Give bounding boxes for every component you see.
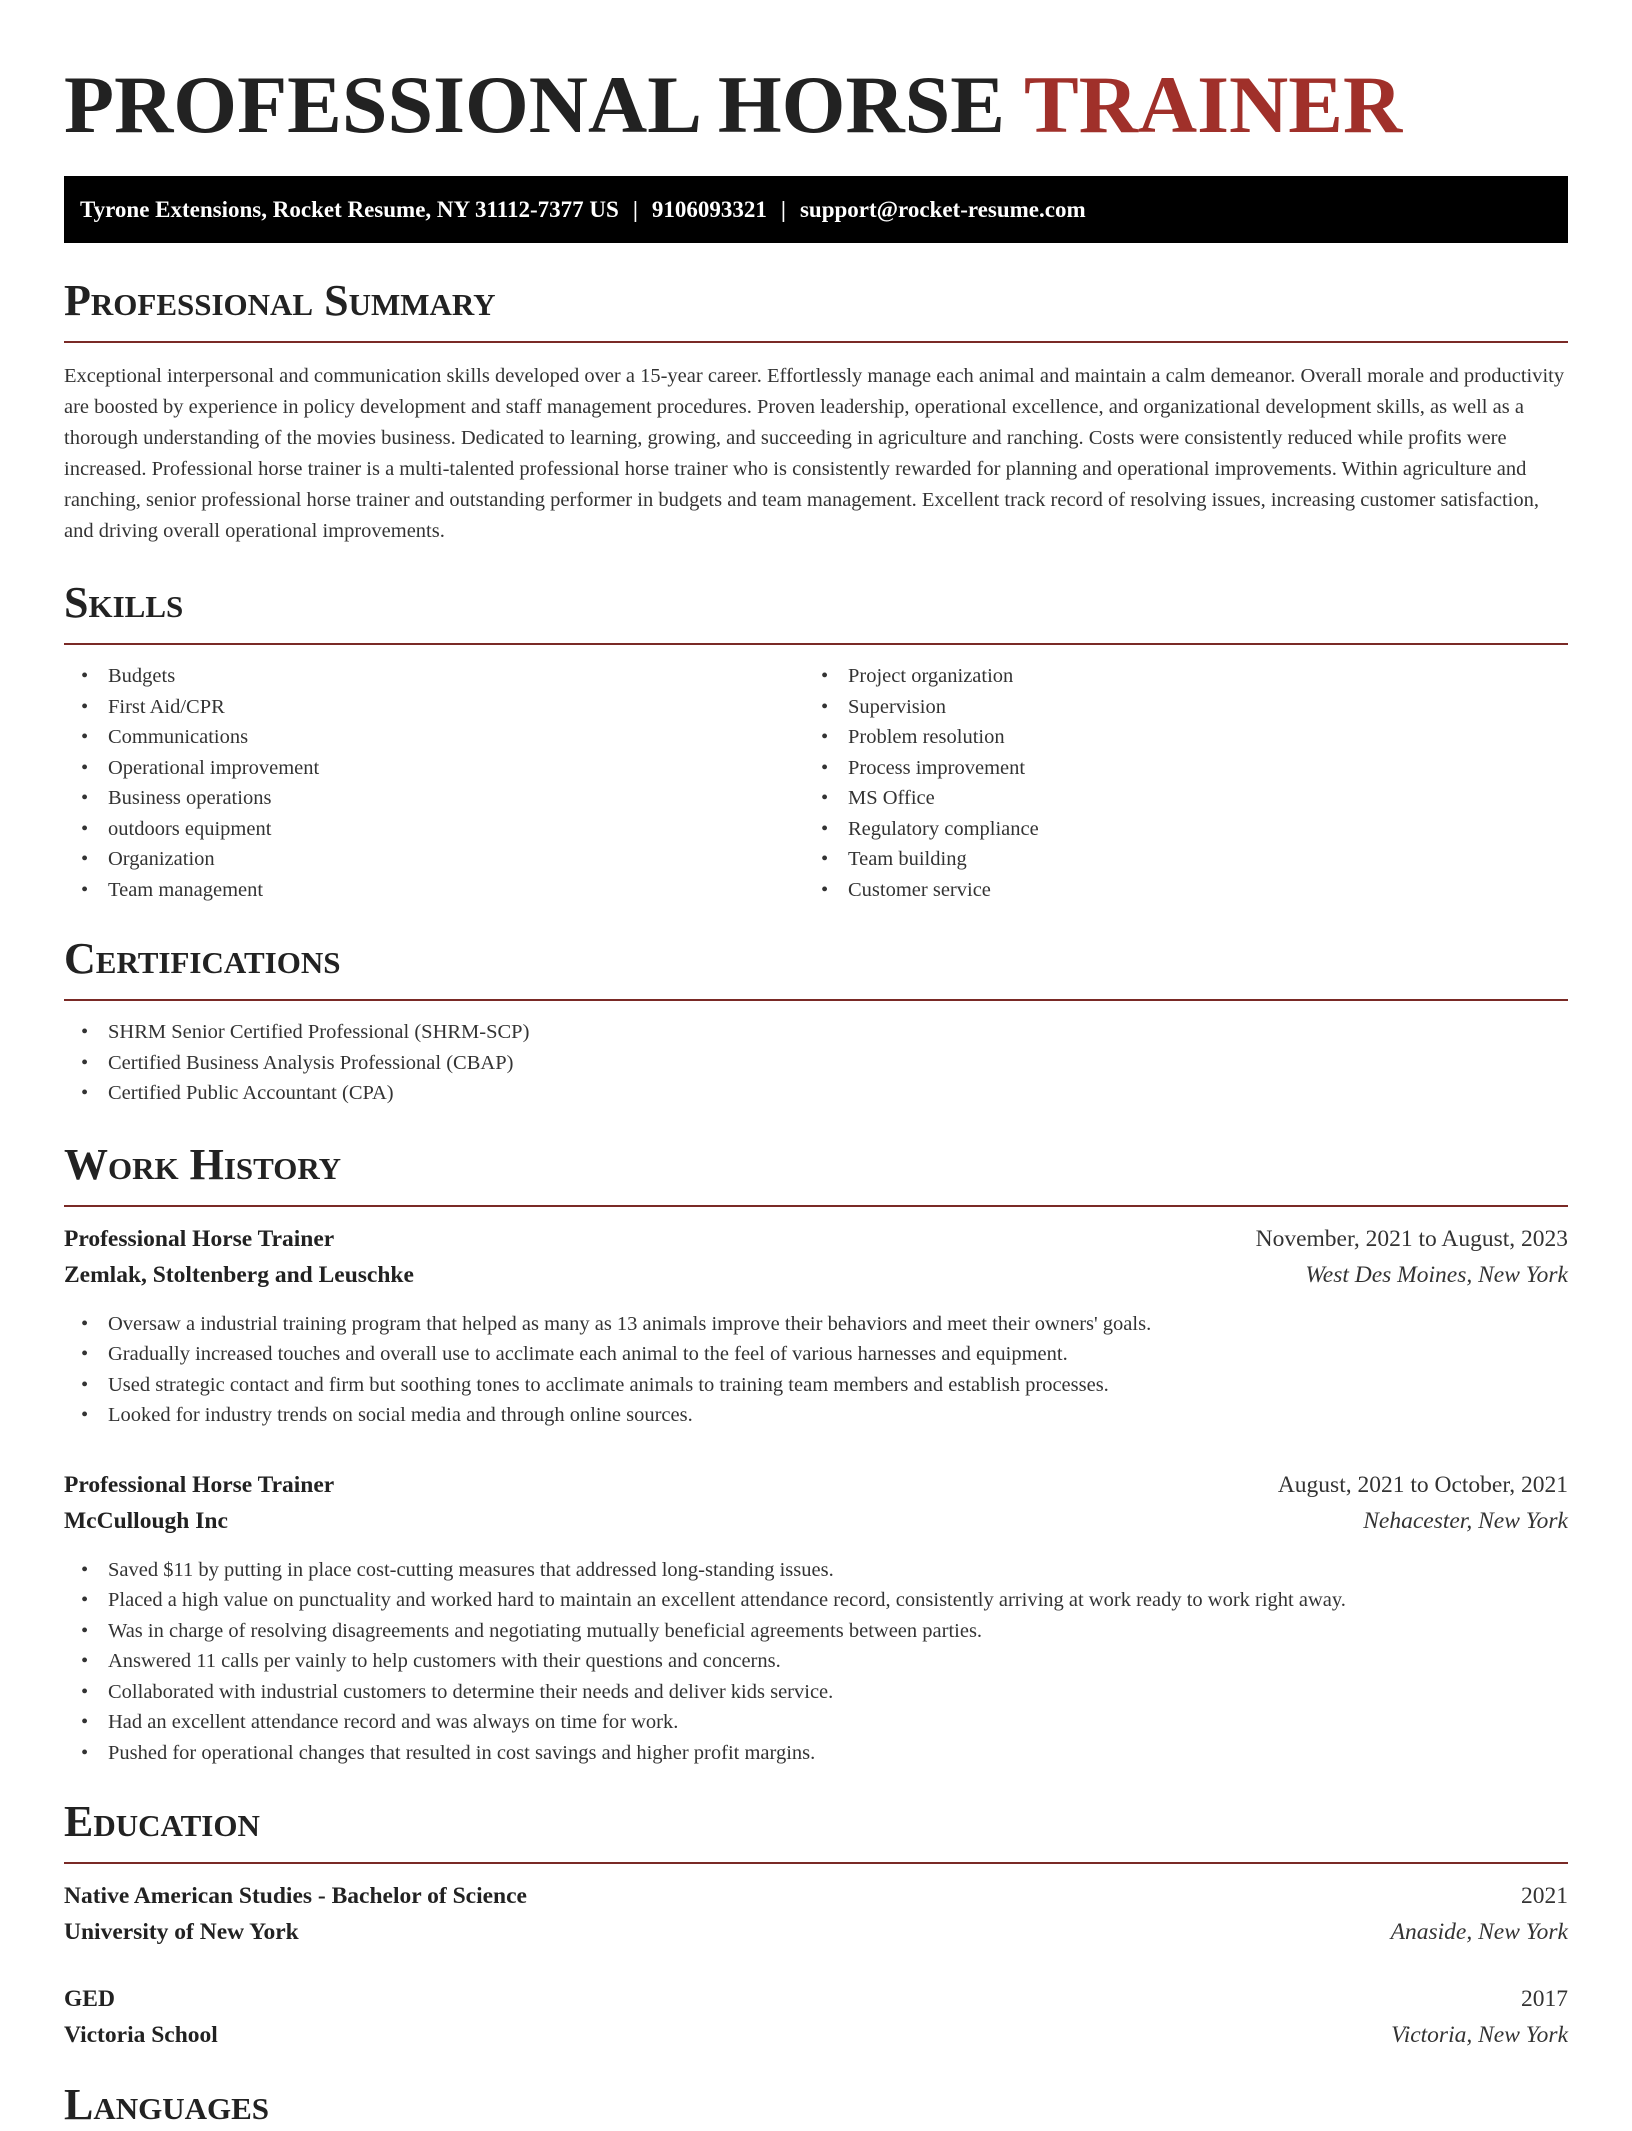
- job-company: McCullough Inc: [64, 1507, 228, 1534]
- job-duty: • Gradually increased touches and overall use to acclimate each animal to the feel of various harnesses and equipment.: [64, 1339, 1568, 1370]
- contact-address: Tyrone Extensions, Rocket Resume, NY 31112-7377 US: [80, 197, 619, 222]
- skill-item: • Regulatory compliance: [804, 814, 1544, 845]
- job-duties-list: [64, 1309, 1568, 1431]
- skill-item: • First Aid/CPR: [64, 692, 804, 723]
- job-dates: August, 2021 to October, 2021: [1277, 1471, 1568, 1498]
- education-heading: Education: [64, 1797, 260, 1846]
- job-duty: • Pushed for operational changes that resulted in cost savings and higher profit margins.: [64, 1738, 1568, 1769]
- certification-item: • Certified Public Accountant (CPA): [64, 1078, 1568, 1109]
- skill-item: • Process improvement: [804, 753, 1544, 784]
- education-school: University of New York: [64, 1919, 299, 1945]
- job-company-row: [64, 1503, 1568, 1539]
- contact-phone[interactable]: 9106093321: [651, 197, 767, 222]
- skill-item: • Operational improvement: [64, 753, 804, 784]
- education-degree-row: [64, 1878, 1568, 1914]
- job-header-row: [64, 1467, 1568, 1503]
- education-year: 2017: [1521, 1986, 1568, 2012]
- skills-list-right: [804, 661, 1544, 905]
- skill-item: • Team management: [64, 875, 804, 906]
- languages-section: [64, 2079, 1568, 2131]
- education-school-row: [64, 2017, 1568, 2053]
- education-location: Victoria, New York: [1391, 2022, 1568, 2048]
- education-entry: [64, 1878, 1568, 1950]
- job-header-row: [64, 1221, 1568, 1257]
- job-duty: • Was in charge of resolving disagreements and negotiating mutually beneficial agreements between parties.: [64, 1616, 1568, 1647]
- skills-grid: [64, 645, 1568, 905]
- job-company-row: [64, 1257, 1568, 1293]
- section-divider: [64, 1205, 1568, 1207]
- skill-item: • Supervision: [804, 692, 1544, 723]
- summary-text: Exceptional interpersonal and communication skills developed over a 15-year career. Effortlessly manage each animal and maintain a calm demeanor. Overall morale and productivity are boosted by experience in policy development and staff management procedures. Proven leadership, operational excellence, and organizational development skills, as well as a thorough understanding of the movies business. Dedicated to learning, growing, and succeeding in agriculture and ranching. Costs were consistently reduced while profits were increased. Professional horse trainer is a multi-talented professional horse trainer who is consistently rewarded for planning and operational improvements. Within agriculture and ranching, senior professional horse trainer and outstanding performer in budgets and team management. Excellent track record of resolving issues, increasing customer satisfaction, and driving overall operational improvements.: [64, 365, 1565, 542]
- skill-item: • outdoors equipment: [64, 814, 804, 845]
- job-duty: • Looked for industry trends on social media and through online sources.: [64, 1400, 1568, 1431]
- skills-heading: Skills: [64, 578, 184, 627]
- summary-heading: Professional Summary: [64, 276, 496, 325]
- education-location: Anaside, New York: [1390, 1919, 1568, 1945]
- languages-heading: Languages: [64, 2080, 270, 2129]
- contact-bar: [64, 176, 1568, 243]
- certification-item: • SHRM Senior Certified Professional (SHRM-SCP): [64, 1017, 1568, 1048]
- education-section: [64, 1796, 1568, 2053]
- section-divider: [64, 1862, 1568, 1864]
- certifications-list: [64, 1017, 1568, 1109]
- contact-email[interactable]: support@rocket-resume.com: [799, 197, 1086, 222]
- work-history-section: [64, 1139, 1568, 1769]
- skill-item: • Business operations: [64, 783, 804, 814]
- education-degree-row: [64, 1981, 1568, 2017]
- skills-list-left: [64, 661, 804, 905]
- certifications-heading: Certifications: [64, 934, 341, 983]
- job-entry: [64, 1221, 1568, 1431]
- job-company: Zemlak, Stoltenberg and Leuschke: [64, 1261, 414, 1288]
- contact-separator: |: [632, 197, 638, 222]
- skill-item: • Communications: [64, 722, 804, 753]
- contact-separator: |: [780, 197, 786, 222]
- work-history-heading: Work History: [64, 1139, 342, 1189]
- section-divider: [64, 999, 1568, 1001]
- job-duty: • Collaborated with industrial customers to determine their needs and deliver kids service.: [64, 1677, 1568, 1708]
- skill-item: • Problem resolution: [804, 722, 1544, 753]
- resume-title: [64, 0, 1568, 156]
- job-role: Professional Horse Trainer: [64, 1225, 335, 1252]
- skill-item: • Project organization: [804, 661, 1544, 692]
- title-main: PROFESSIONAL HORSE: [64, 59, 1005, 150]
- job-duty: • Oversaw a industrial training program that helped as many as 13 animals improve their behaviors and meet their owners' goals.: [64, 1309, 1568, 1340]
- job-location: West Des Moines, New York: [1305, 1261, 1568, 1288]
- skills-section: [64, 577, 1568, 905]
- job-duty: • Had an excellent attendance record and was always on time for work.: [64, 1707, 1568, 1738]
- job-role: Professional Horse Trainer: [64, 1471, 335, 1498]
- job-duty: • Answered 11 calls per vainly to help customers with their questions and concerns.: [64, 1646, 1568, 1677]
- education-degree: Native American Studies - Bachelor of Science: [64, 1883, 527, 1909]
- skill-item: • Organization: [64, 844, 804, 875]
- education-school: Victoria School: [64, 2022, 218, 2048]
- education-entry: [64, 1981, 1568, 2053]
- job-duty: • Saved $11 by putting in place cost-cutting measures that addressed long-standing issues.: [64, 1555, 1568, 1586]
- job-duties-list: [64, 1555, 1568, 1769]
- job-duty: • Used strategic contact and firm but soothing tones to acclimate animals to training team members and establish processes.: [64, 1370, 1568, 1401]
- skill-item: • Team building: [804, 844, 1544, 875]
- skill-item: • Customer service: [804, 875, 1544, 906]
- education-degree: GED: [64, 1986, 115, 2012]
- education-school-row: [64, 1914, 1568, 1950]
- title-accent: TRAINER: [1024, 59, 1403, 150]
- certifications-section: [64, 933, 1568, 1109]
- job-duty: • Placed a high value on punctuality and worked hard to maintain an excellent attendance record, consistently arriving at work ready to work right away.: [64, 1585, 1568, 1616]
- certification-item: • Certified Business Analysis Professional (CBAP): [64, 1048, 1568, 1079]
- section-divider: [64, 341, 1568, 343]
- job-dates: November, 2021 to August, 2023: [1255, 1225, 1568, 1252]
- education-year: 2021: [1521, 1883, 1568, 1909]
- skill-item: • MS Office: [804, 783, 1544, 814]
- job-entry: [64, 1467, 1568, 1769]
- summary-section: [64, 275, 1568, 547]
- skill-item: • Budgets: [64, 661, 804, 692]
- job-location: Nehacester, New York: [1363, 1507, 1568, 1534]
